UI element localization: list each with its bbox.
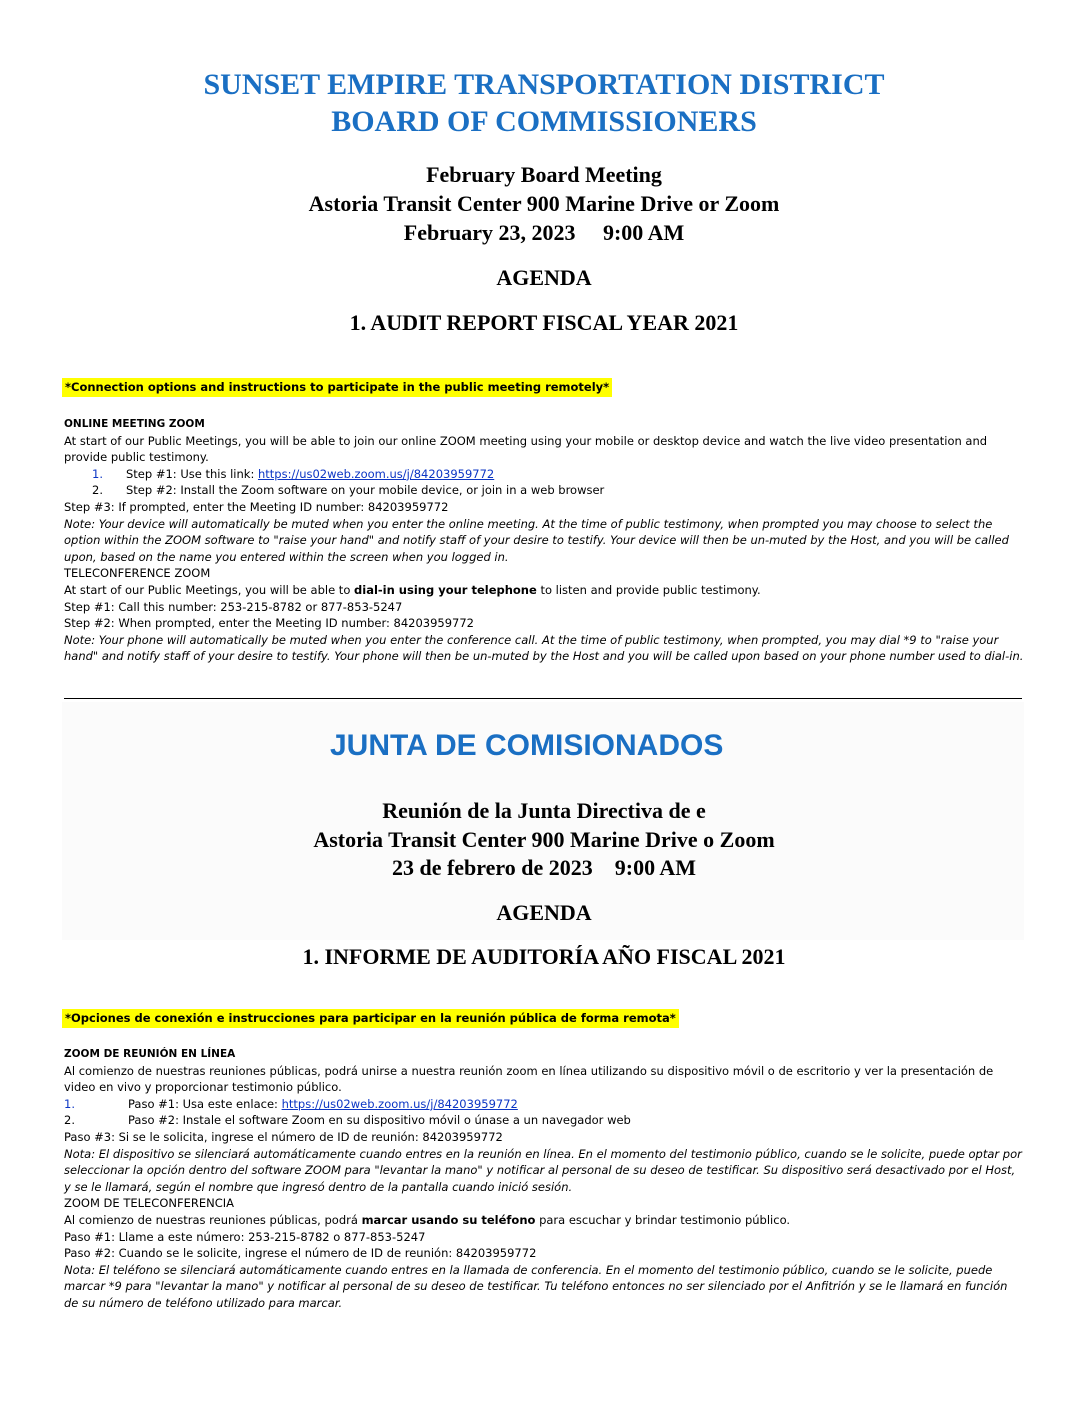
spanish-tele-intro-pre: Al comienzo de nuestras reuniones públicas, podrá [64,1212,362,1227]
tele-note: Note: Your phone will automatically be muted when you enter the conference call. At the time of public testimony, when prompted, you may dial *9 to "raise your hand" and notify staff of your desire to testify. Your phone will then be un-muted by the Host and you will be called upon based on your phone number used to dial-in. [64,632,1024,664]
spanish-org-title: JUNTA DE COMISIONADOS [330,729,724,762]
step-3: Step #3: If prompted, enter the Meeting ID number: 84203959772 [64,499,449,514]
step-1-text: Step #1: Use this link: [126,466,258,481]
spanish-meeting-date-time: 23 de febrero de 2023 9:00 AM [391,855,697,880]
spanish-step-2-number: 2. [64,1113,75,1128]
spanish-step-1-number: 1. [64,1096,75,1111]
section-divider [64,698,1022,699]
spanish-zoom-link[interactable]: https://us02web.zoom.us/j/84203959772 [281,1096,518,1111]
tele-intro-post: to listen and provide public testimony. [536,582,761,597]
step-1-number: 1. [92,466,103,481]
spanish-tele-step-2: Paso #2: Cuando se le solicite, ingrese el número de ID de reunión: 84203959772 [64,1246,537,1261]
spanish-step-2-text: Paso #2: Instale el software Zoom en su dispositivo móvil o únase a un navegador web [128,1113,631,1128]
spanish-tele-intro [64,1212,1024,1229]
spanish-meeting-location: Astoria Transit Center 900 Marine Drive o Zoom [313,827,775,852]
spanish-tele-step-1: Paso #1: Llame a este número: 253-215-8782 o 877-853-5247 [64,1229,426,1244]
meeting-date-time: February 23, 2023 9:00 AM [403,220,685,245]
org-title-line-2: BOARD OF COMMISSIONERS [331,105,757,138]
step-1 [64,466,1024,483]
step-2-text: Step #2: Install the Zoom software on your mobile device, or join in a web browser [126,483,605,498]
meeting-name: February Board Meeting [426,162,662,187]
spanish-online-note: Nota: El dispositivo se silenciará automáticamente cuando entres en la reunión en línea. En el momento del testimonio público, cuando se le solicite, puede optar por seleccionar la opción dentro del software ZOOM para "levantar la mano" y notificar al personal de su deseo de testificar. Su dispositivo será desactivado por el Host, y se le llamará, según el nombre que ingresó dentro de la pantalla cuando inició sesión. [64,1146,1022,1194]
spanish-step-3: Paso #3: Si se le solicita, ingrese el número de ID de reunión: 84203959772 [64,1129,503,1144]
spanish-tele-intro-bold: marcar usando su teléfono [361,1212,536,1227]
spanish-tele-intro-post: para escuchar y brindar testimonio público. [535,1212,791,1227]
spanish-online-heading: ZOOM DE REUNIÓN EN LÍNEA [64,1048,236,1060]
spanish-tele-heading: ZOOM DE TELECONFERENCIA [64,1196,235,1211]
spanish-tele-note: Nota: El teléfono se silenciará automáticamente cuando entres en la llamada de conferencia. En el momento del testimonio público, cuando se le solicite, puede marcar *9 para "levantar la mano" y notificar al personal de su deseo de testificar. Tu teléfono entonces no ser silenciado por el Anfitrión y se le llamará en función de su número de teléfono utilizado para marcar. [64,1262,1008,1310]
agenda-item: 1. AUDIT REPORT FISCAL YEAR 2021 [349,310,739,335]
spanish-step-1-text: Paso #1: Usa este enlace: [128,1096,282,1111]
tele-intro [64,582,1024,599]
spanish-step-2 [64,1112,1024,1129]
meeting-location: Astoria Transit Center 900 Marine Drive or Zoom [308,191,780,216]
org-title-line-1: SUNSET EMPIRE TRANSPORTATION DISTRICT [203,68,885,101]
spanish-online-intro: Al comienzo de nuestras reuniones públicas, podrá unirse a nuestra reunión zoom en línea utilizando su dispositivo móvil o de escritorio y ver la presentación de video en vivo y proporcionar testimonio público. [64,1063,994,1095]
spanish-meeting-name: Reunión de la Junta Directiva de e [382,798,706,823]
agenda-label: AGENDA [496,265,592,290]
tele-intro-bold: dial-in using your telephone [354,582,537,597]
online-note: Note: Your device will automatically be muted when you enter the online meeting. At the time of public testimony, when prompted you may choose to select the option within the ZOOM software to "raise your hand" and notify staff of your desire to testify. Your device will then be un-muted by the Host, and you will be called upon, based on the name you entered within the screen when you logged in. [64,516,1009,564]
online-heading: ONLINE MEETING ZOOM [64,418,205,430]
zoom-link[interactable]: https://us02web.zoom.us/j/84203959772 [257,466,495,481]
spanish-connection-banner: *Opciones de conexión e instrucciones para participar en la reunión pública de forma remota* [62,1009,679,1028]
online-intro: At start of our Public Meetings, you will be able to join our online ZOOM meeting using your mobile or desktop device and watch the live video presentation and provide public testimony. [64,433,988,465]
spanish-instructions [64,1046,1024,1312]
spanish-agenda-item: 1. INFORME DE AUDITORÍA AÑO FISCAL 2021 [302,944,786,969]
spanish-agenda-label: AGENDA [496,900,592,925]
tele-heading: TELECONFERENCE ZOOM [64,566,211,581]
english-instructions [64,416,1024,665]
step-2 [64,482,1024,499]
tele-step-1: Step #1: Call this number: 253-215-8782 or 877-853-5247 [64,599,403,614]
spanish-step-1 [64,1096,1024,1113]
connection-banner: *Connection options and instructions to participate in the public meeting remotely* [62,378,612,397]
step-2-number: 2. [92,483,103,498]
tele-intro-pre: At start of our Public Meetings, you will be able to [64,582,355,597]
tele-step-2: Step #2: When prompted, enter the Meeting ID number: 84203959772 [64,616,474,631]
